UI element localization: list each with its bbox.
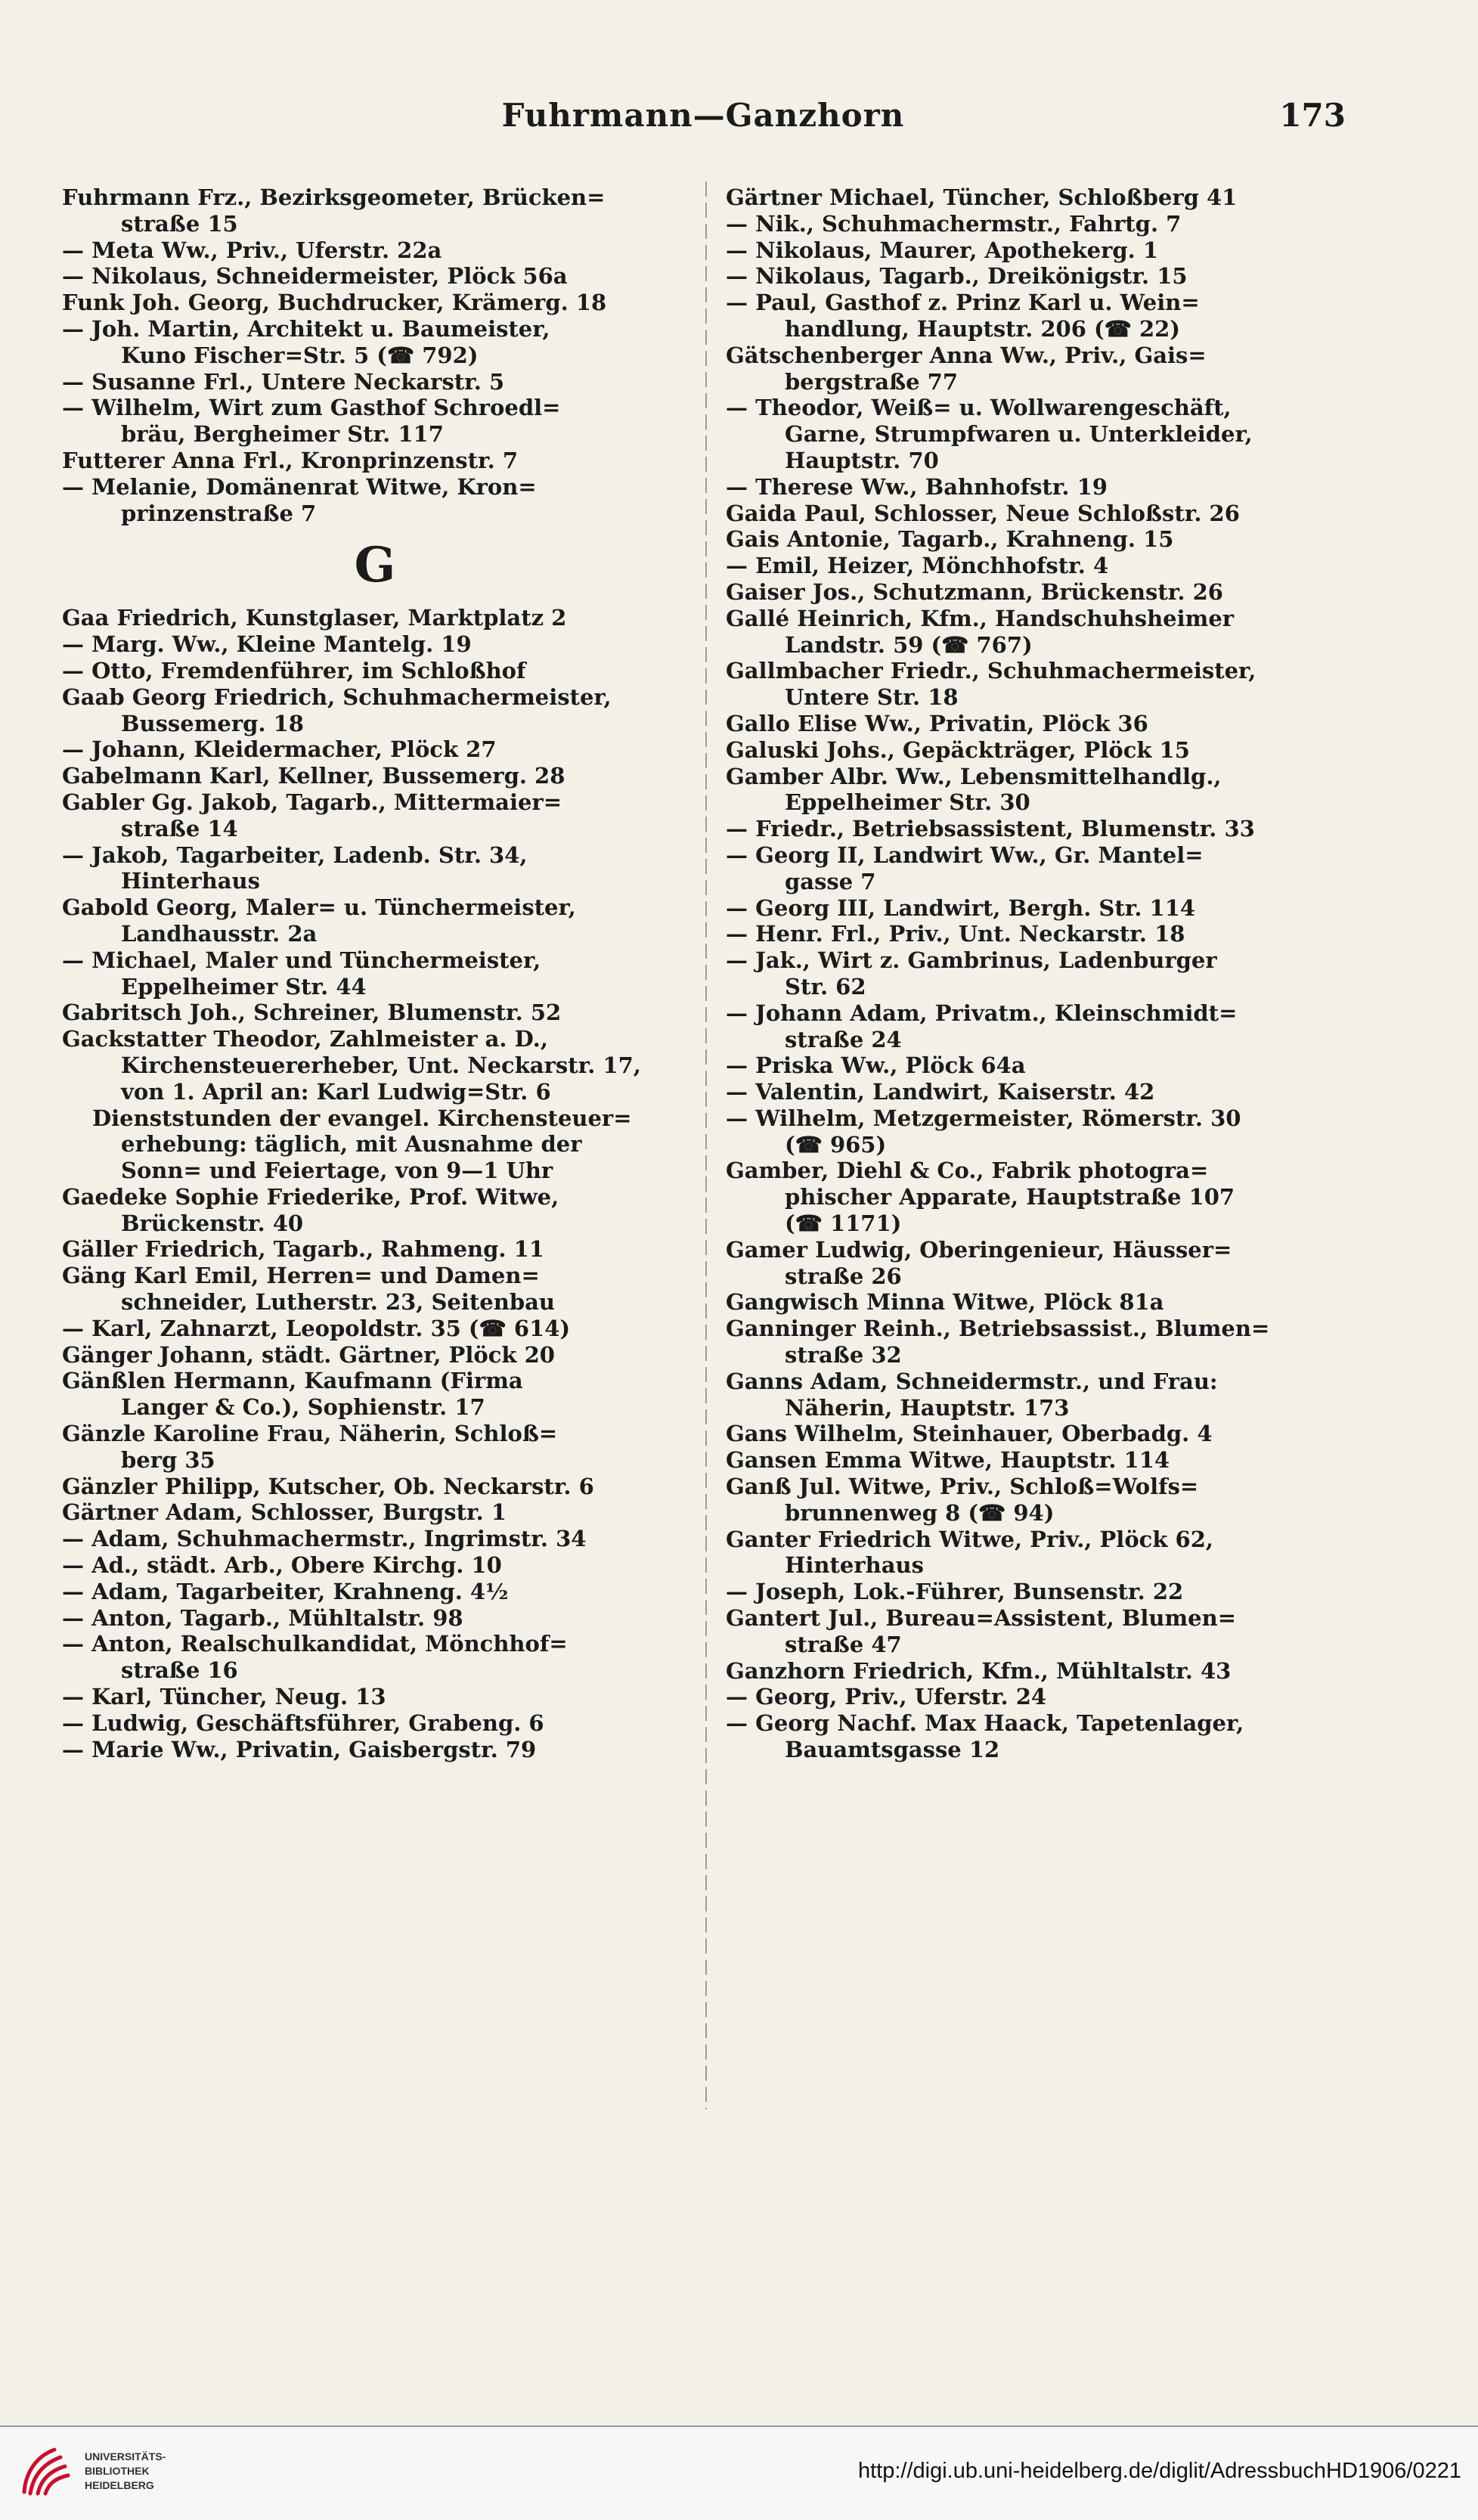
directory-entry: — Georg III, Landwirt, Bergh. Str. 114: [726, 894, 1196, 921]
directory-entry: — Otto, Fremdenführer, im Schloßhof: [62, 657, 526, 683]
directory-entry-continuation: Näherin, Hauptstr. 173: [785, 1394, 1070, 1421]
directory-entry-continuation: Bussemerg. 18: [121, 710, 304, 736]
directory-entry-continuation: bräu, Bergheimer Str. 117: [121, 421, 444, 448]
directory-entry-continuation: straße 26: [785, 1263, 902, 1289]
directory-entry: Gackstatter Theodor, Zahlmeister a. D.,: [62, 1026, 548, 1052]
directory-entry: Gaiser Jos., Schutzmann, Brückenstr. 26: [726, 578, 1223, 605]
library-logo-icon: [15, 2441, 76, 2501]
directory-entry-continuation: straße 32: [785, 1342, 902, 1368]
directory-entry: Gaedeke Sophie Friederike, Prof. Witwe,: [62, 1183, 559, 1210]
directory-entry-continuation: straße 24: [785, 1026, 902, 1052]
directory-entry-continuation: Langer & Co.), Sophienstr. 17: [121, 1394, 485, 1421]
directory-entry-continuation: (☎ 1171): [785, 1210, 902, 1237]
directory-entry: — Friedr., Betriebsassistent, Blumenstr. 33: [726, 816, 1255, 842]
directory-entry-continuation: handlung, Hauptstr. 206 (☎ 22): [785, 315, 1181, 342]
page-header: [60, 97, 1346, 142]
directory-entry-continuation: Hinterhaus: [785, 1552, 924, 1579]
directory-entry-continuation: schneider, Lutherstr. 23, Seitenbau: [121, 1289, 555, 1316]
directory-entry-continuation: Hinterhaus: [121, 868, 260, 894]
directory-entry: Funk Joh. Georg, Buchdrucker, Krämerg. 18: [62, 290, 607, 316]
directory-entry: — Meta Ww., Priv., Uferstr. 22a: [62, 237, 442, 263]
directory-entry-continuation: Bauamtsgasse 12: [785, 1737, 1000, 1763]
directory-entry: — Karl, Zahnarzt, Leopoldstr. 35 (☎ 614): [62, 1315, 571, 1341]
directory-entry: Ganzhorn Friedrich, Kfm., Mühltalstr. 43: [726, 1657, 1232, 1684]
directory-entry: Gallo Elise Ww., Privatin, Plöck 36: [726, 710, 1148, 736]
directory-entry: — Nikolaus, Tagarb., Dreikönigstr. 15: [726, 263, 1188, 290]
directory-entry: — Anton, Realschulkandidat, Mönchhof=: [62, 1631, 568, 1657]
source-url-link[interactable]: http://digi.ub.uni-heidelberg.de/diglit/AdressbuchHD1906/0221: [857, 2459, 1461, 2483]
library-name-line: UNIVERSITÄTS-: [85, 2450, 166, 2463]
directory-entry-continuation: Kirchensteuererheber, Unt. Neckarstr. 17,: [121, 1052, 641, 1078]
directory-entry: — Ludwig, Geschäftsführer, Grabeng. 6: [62, 1709, 544, 1736]
library-name: [85, 2450, 166, 2493]
directory-entry: Futterer Anna Frl., Kronprinzenstr. 7: [62, 447, 519, 473]
directory-entry: Gäng Karl Emil, Herren= und Damen=: [62, 1263, 540, 1289]
directory-entry: — Georg, Priv., Uferstr. 24: [726, 1684, 1047, 1710]
directory-entry-continuation: straße 15: [121, 210, 238, 237]
directory-entry: Gänzler Philipp, Kutscher, Ob. Neckarstr. 6: [62, 1473, 594, 1499]
directory-entry-continuation: Dienststunden der evangel. Kirchensteuer=: [92, 1105, 632, 1131]
directory-entry-continuation: straße 47: [785, 1631, 902, 1657]
directory-entry: Gamber Albr. Ww., Lebensmittelhandlg.,: [726, 763, 1222, 789]
left-column: [62, 184, 688, 2109]
directory-entry-continuation: berg 35: [121, 1446, 215, 1473]
directory-entry: — Jakob, Tagarbeiter, Ladenb. Str. 34,: [62, 842, 528, 868]
directory-entry: — Valentin, Landwirt, Kaiserstr. 42: [726, 1079, 1155, 1105]
directory-entry: Gantert Jul., Bureau=Assistent, Blumen=: [726, 1605, 1237, 1632]
directory-entry: — Marg. Ww., Kleine Mantelg. 19: [62, 631, 472, 658]
directory-entry: Gabold Georg, Maler= u. Tünchermeister,: [62, 894, 576, 921]
directory-entry: — Wilhelm, Wirt zum Gasthof Schroedl=: [62, 395, 561, 421]
directory-entry: — Susanne Frl., Untere Neckarstr. 5: [62, 368, 505, 395]
directory-entry: — Henr. Frl., Priv., Unt. Neckarstr. 18: [726, 921, 1185, 947]
page-number: 173: [1279, 97, 1346, 134]
directory-entry: Gätschenberger Anna Ww., Priv., Gais=: [726, 342, 1207, 368]
directory-entry: — Nikolaus, Maurer, Apothekerg. 1: [726, 237, 1159, 263]
library-name-line: HEIDELBERG: [85, 2479, 154, 2491]
directory-entry-continuation: bergstraße 77: [785, 368, 959, 395]
directory-entry-continuation: Kuno Fischer=Str. 5 (☎ 792): [121, 342, 479, 368]
directory-entry: — Therese Ww., Bahnhofstr. 19: [726, 473, 1108, 500]
library-name-line: BIBLIOTHEK: [85, 2465, 150, 2477]
directory-entry: — Nik., Schuhmachermstr., Fahrtg. 7: [726, 210, 1182, 237]
directory-entry: — Jak., Wirt z. Gambrinus, Ladenburger: [726, 947, 1217, 974]
directory-entry: — Paul, Gasthof z. Prinz Karl u. Wein=: [726, 290, 1200, 316]
directory-entry: Gamer Ludwig, Oberingenieur, Häusser=: [726, 1236, 1232, 1263]
directory-entry: — Marie Ww., Privatin, Gaisbergstr. 79: [62, 1736, 537, 1762]
directory-entry: Ganter Friedrich Witwe, Priv., Plöck 62,: [726, 1526, 1213, 1552]
directory-entry: Gäller Friedrich, Tagarb., Rahmeng. 11: [62, 1236, 544, 1263]
directory-entry-continuation: (☎ 965): [785, 1131, 887, 1158]
directory-entry: — Nikolaus, Schneidermeister, Plöck 56a: [62, 263, 568, 290]
directory-entry: — Anton, Tagarb., Mühltalstr. 98: [62, 1604, 463, 1631]
directory-entry: — Johann, Kleidermacher, Plöck 27: [62, 736, 497, 763]
directory-entry-continuation: Garne, Strumpfwaren u. Unterkleider,: [785, 421, 1253, 448]
directory-entry-continuation: Eppelheimer Str. 30: [785, 789, 1030, 816]
directory-entry: — Ad., städt. Arb., Obere Kirchg. 10: [62, 1552, 502, 1579]
footer-bar: [0, 2425, 1478, 2520]
right-column: [726, 184, 1353, 2109]
directory-entry: Gans Wilhelm, Steinhauer, Oberbadg. 4: [726, 1421, 1213, 1447]
directory-entry-continuation: prinzenstraße 7: [121, 500, 317, 526]
directory-entry-continuation: Landstr. 59 (☎ 767): [785, 631, 1033, 658]
directory-entry: — Priska Ww., Plöck 64a: [726, 1052, 1026, 1079]
directory-entry: — Joseph, Lok.-Führer, Bunsenstr. 22: [726, 1579, 1184, 1605]
directory-entry-continuation: von 1. April an: Karl Ludwig=Str. 6: [121, 1078, 551, 1105]
directory-entry-continuation: Sonn= und Feiertage, von 9—1 Uhr: [121, 1158, 553, 1184]
directory-entry: Galuski Johs., Gepäckträger, Plöck 15: [726, 736, 1190, 763]
running-head: Fuhrmann—Ganzhorn: [501, 97, 905, 134]
directory-entry: Gangwisch Minna Witwe, Plöck 81a: [726, 1289, 1164, 1316]
directory-entry: Gänger Johann, städt. Gärtner, Plöck 20: [62, 1341, 555, 1368]
directory-entry: Gabritsch Joh., Schreiner, Blumenstr. 52: [62, 1000, 562, 1026]
directory-entry: Gänzle Karoline Frau, Näherin, Schloß=: [62, 1421, 558, 1447]
directory-entry: Gärtner Michael, Tüncher, Schloßberg 41: [726, 184, 1238, 210]
directory-entry-continuation: Untere Str. 18: [785, 684, 959, 711]
directory-entry: — Joh. Martin, Architekt u. Baumeister,: [62, 315, 550, 342]
directory-entry: Fuhrmann Frz., Bezirksgeometer, Brücken=: [62, 184, 606, 210]
directory-entry: Ganninger Reinh., Betriebsassist., Blumen=: [726, 1316, 1270, 1342]
column-divider: [705, 181, 707, 2109]
directory-entry: Gallé Heinrich, Kfm., Handschuhsheimer: [726, 605, 1235, 631]
directory-entry: Gabler Gg. Jakob, Tagarb., Mittermaier=: [62, 789, 562, 815]
directory-entry: — Karl, Tüncher, Neug. 13: [62, 1684, 386, 1710]
directory-entry: Gansen Emma Witwe, Hauptstr. 114: [726, 1447, 1170, 1474]
directory-entry: Gais Antonie, Tagarb., Krahneng. 15: [726, 526, 1174, 553]
directory-entry: Ganß Jul. Witwe, Priv., Schloß=Wolfs=: [726, 1474, 1199, 1500]
directory-entry: — Georg Nachf. Max Haack, Tapetenlager,: [726, 1710, 1244, 1737]
section-letter: G: [354, 537, 396, 594]
directory-entry: — Melanie, Domänenrat Witwe, Kron=: [62, 473, 537, 500]
directory-entry-continuation: gasse 7: [785, 868, 876, 894]
directory-entry-continuation: Str. 62: [785, 973, 866, 1000]
directory-entry: Gallmbacher Friedr., Schuhmachermeister,: [726, 658, 1256, 684]
directory-entry: — Emil, Heizer, Mönchhofstr. 4: [726, 553, 1109, 579]
directory-entry: — Wilhelm, Metzgermeister, Römerstr. 30: [726, 1105, 1241, 1131]
directory-entry: — Adam, Tagarbeiter, Krahneng. 4½: [62, 1578, 509, 1604]
directory-entry: — Georg II, Landwirt Ww., Gr. Mantel=: [726, 842, 1204, 868]
directory-entry-continuation: Eppelheimer Str. 44: [121, 973, 367, 1000]
directory-entry: — Johann Adam, Privatm., Kleinschmidt=: [726, 1000, 1238, 1026]
directory-entry-continuation: Landhausstr. 2a: [121, 920, 318, 947]
directory-entry: Gänßlen Hermann, Kaufmann (Firma: [62, 1368, 523, 1394]
directory-entry-continuation: brunnenweg 8 (☎ 94): [785, 1499, 1055, 1526]
directory-entry: Gaab Georg Friedrich, Schuhmachermeister,: [62, 683, 612, 710]
directory-entry: — Adam, Schuhmachermstr., Ingrimstr. 34: [62, 1526, 587, 1552]
directory-entry: Gärtner Adam, Schlosser, Burgstr. 1: [62, 1499, 507, 1526]
directory-entry-continuation: erhebung: täglich, mit Ausnahme der: [121, 1131, 582, 1158]
directory-entry-continuation: Hauptstr. 70: [785, 447, 939, 473]
directory-entry: — Theodor, Weiß= u. Wollwarengeschäft,: [726, 395, 1232, 421]
directory-entry-continuation: Brückenstr. 40: [121, 1210, 304, 1236]
directory-entry-continuation: straße 16: [121, 1657, 238, 1684]
directory-entry-continuation: straße 14: [121, 815, 238, 842]
directory-entry: Gamber, Diehl & Co., Fabrik photogra=: [726, 1158, 1209, 1184]
directory-entry: Gaida Paul, Schlosser, Neue Schloßstr. 26: [726, 500, 1240, 526]
directory-entry: Gaa Friedrich, Kunstglaser, Marktplatz 2: [62, 605, 567, 631]
directory-entry: Gabelmann Karl, Kellner, Bussemerg. 28: [62, 763, 565, 789]
directory-entry-continuation: phischer Apparate, Hauptstraße 107: [785, 1184, 1235, 1210]
directory-entry: — Michael, Maler und Tünchermeister,: [62, 947, 541, 973]
directory-entry: Ganns Adam, Schneidermstr., und Frau:: [726, 1368, 1218, 1394]
